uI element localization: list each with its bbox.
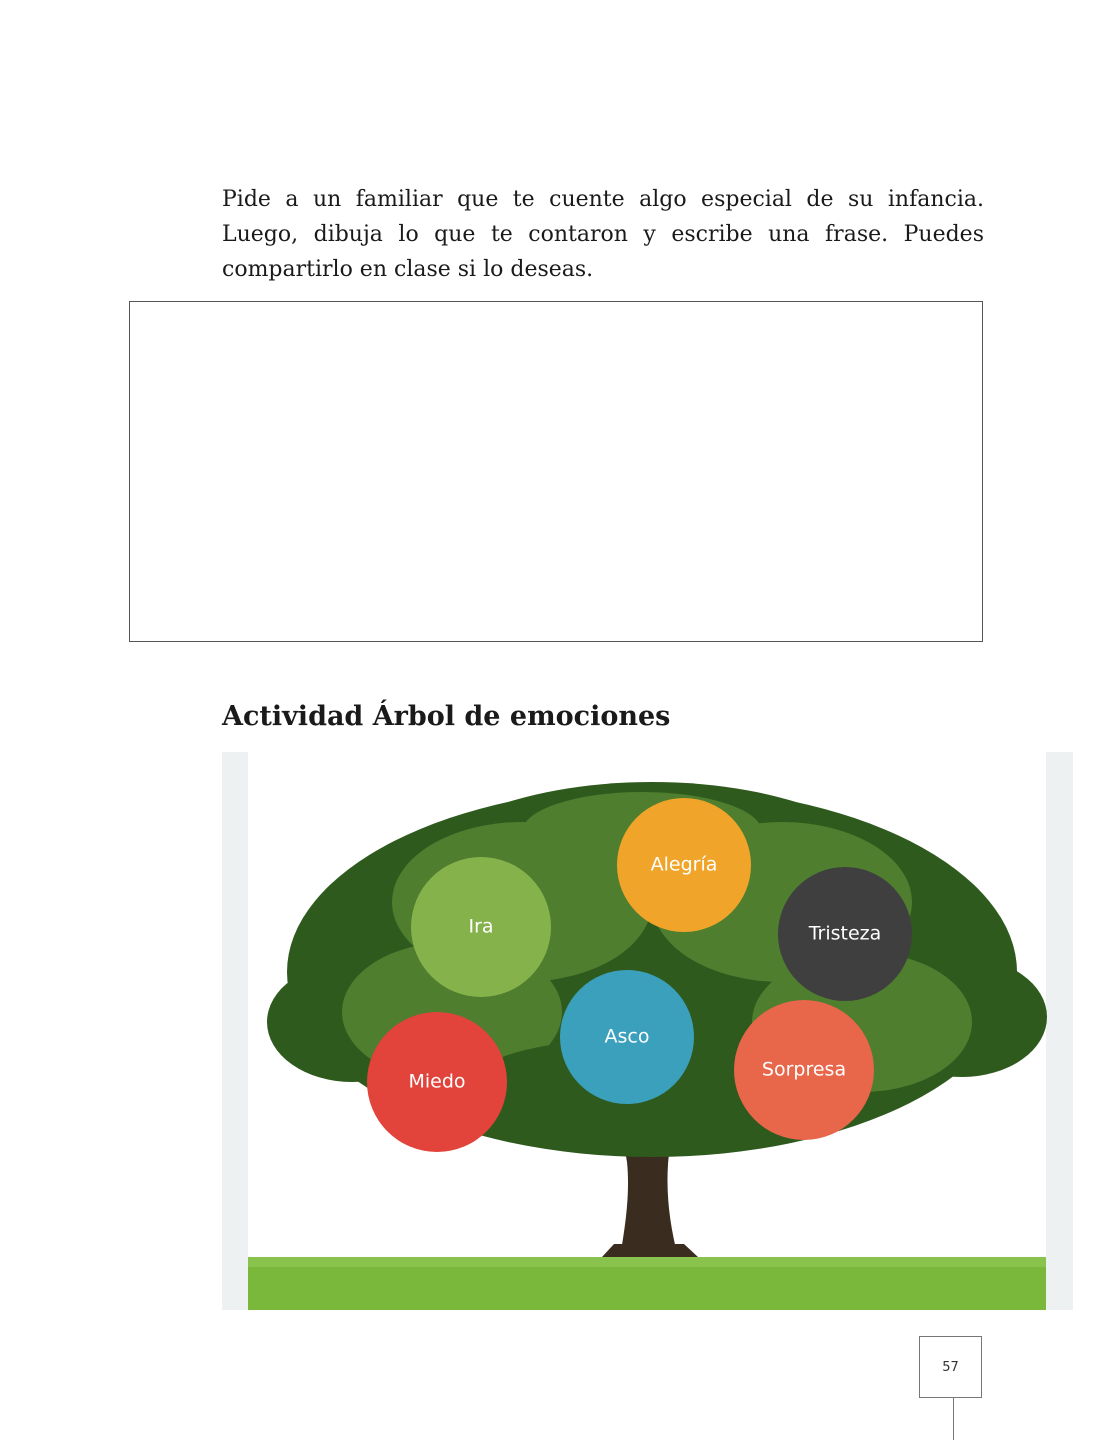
emotion-circle-alegria xyxy=(617,798,751,932)
emotion-circle-ira xyxy=(411,857,551,997)
emotion-circle-tristeza xyxy=(778,867,912,1001)
emotion-tree-illustration xyxy=(222,752,1073,1310)
instructions-paragraph: Pide a un familiar que te cuente algo especial de su infancia. Luego, dibuja lo que te contaron y escribe una frase. Puedes compartirlo en clase si lo deseas. xyxy=(222,187,984,282)
drawing-area-box[interactable] xyxy=(129,301,983,642)
tristeza-label: Tristeza xyxy=(808,922,882,945)
tree-roots xyxy=(602,1244,698,1257)
ira-label: Ira xyxy=(468,915,494,938)
grass-highlight xyxy=(248,1257,1046,1267)
sorpresa-label: Sorpresa xyxy=(761,1058,847,1081)
asco-label: Asco xyxy=(604,1025,650,1048)
alegria-label: Alegría xyxy=(650,853,718,876)
emotion-circle-miedo xyxy=(367,1012,507,1152)
emotion-circle-sorpresa xyxy=(734,1000,874,1140)
activity-title: Actividad Árbol de emociones xyxy=(222,701,671,732)
page-number-connector-line xyxy=(953,1398,954,1440)
page-number: 57 xyxy=(919,1336,982,1398)
tree-svg xyxy=(222,752,1073,1310)
miedo-label: Miedo xyxy=(408,1070,466,1093)
emotion-circle-asco xyxy=(560,970,694,1104)
